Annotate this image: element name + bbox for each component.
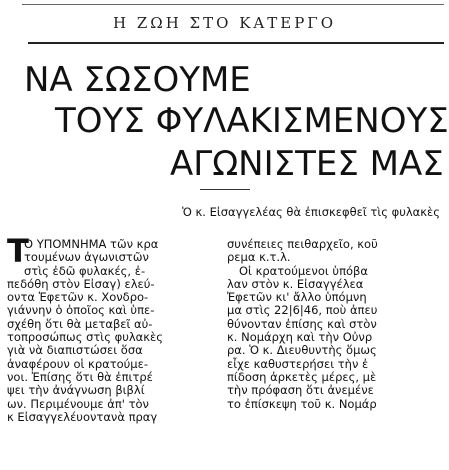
article-line: τὴν πρόφαση ὅτι ἀνεμένε: [227, 383, 374, 398]
article-line: ψει τὴν ἀνάγνωση βιβλί: [7, 383, 145, 398]
article-line: εἶχε καθυστερήσει τὴν ἐ: [227, 356, 369, 371]
headline-line-2: ΤΟΥΣ ΦΥΛΑΚΙΣΜΕΝΟΥΣ: [55, 101, 449, 141]
article-column-left: [5, 238, 213, 424]
headline-line-3: ΑΓΩΝΙΣΤΕΣ ΜΑΣ: [170, 144, 444, 184]
article-line: τοπροσώπως στὶς φυλακὲς: [7, 330, 163, 345]
article-line: ἀναφέρουν οἱ κρατούμε-: [7, 356, 148, 371]
drop-cap: Τ: [7, 232, 29, 270]
article-line: ρεμα κ.τ.λ.: [227, 250, 291, 265]
article-column-right: [227, 238, 442, 411]
divider: [200, 189, 250, 190]
article-line: Οἱ κρατούμενοι ὑπόβα: [239, 263, 368, 278]
subtitle: Ὁ κ. Εἰσαγγελέας θὰ ἐπισκεφθεῖ τὶς φυλακὲς: [182, 205, 440, 219]
article-line: μα στὶς 22|6|46, ποὺ ἀπευ: [227, 303, 378, 318]
article-line: θύνονταν ἐπίσης καὶ στὸν: [227, 316, 377, 331]
article-line: σχέθη ὅτι θὰ μεταβεῖ αὐ-: [7, 316, 153, 331]
header-rule: [28, 42, 444, 44]
article-line: κ. Νομάρχη καὶ τὴν Οὐνρ: [227, 330, 373, 345]
headline-line-1: ΝΑ ΣΩΣΟΥΜΕ: [24, 60, 251, 100]
article-line: γιάννην ὁ ὁποῖος καὶ ὑπε-: [7, 303, 155, 318]
article-line: Ο ΥΠΟΜΝΗΜΑ τῶν κρα: [24, 237, 159, 251]
article-line: πεδόθη στὸν Εἰσαγ) ελεύ-: [7, 276, 155, 291]
article-line: οντα Ἐφετῶν κ. Χονδρο-: [7, 290, 149, 305]
article-line: στὶς ἐδῶ φυλακές, ἐ-: [24, 263, 146, 278]
article-line: γιὰ νὰ διαπιστώσει ὅσα: [7, 343, 143, 358]
article-line: λαν στὸν κ. Εἰσαγγέλεα: [227, 276, 364, 291]
article-line: τουμένων ἀγωνιστῶν: [24, 250, 149, 265]
section-title: Η ΖΩΗ ΣΤΟ ΚΑΤΕΡΓΟ: [112, 14, 337, 32]
article-line: ρα. Ὁ κ. Διευθυντὴς ὅμως: [227, 343, 377, 358]
article-line: ων. Περιμένουμε ἀπ' τὸν: [7, 396, 149, 411]
article-line: νοι. Ἐπίσης ὅτι θὰ ἐπιτρέ: [7, 369, 153, 384]
article-line: Ἐφετῶν κι' ἄλλο ὑπόμνη: [227, 290, 367, 305]
top-border: [22, 4, 444, 5]
article-line: συνέπειες πειθαρχεῖο, κοῦ: [227, 237, 378, 251]
article-line: κ Εἰσαγγελέυοντανὰ πραγ: [7, 409, 158, 424]
article-line: το ἐπίσκεψη τοῦ κ. Νομάρ: [227, 396, 377, 411]
article-line: πίδοση ἀρκετὲς μέρες, μὲ: [227, 369, 377, 384]
